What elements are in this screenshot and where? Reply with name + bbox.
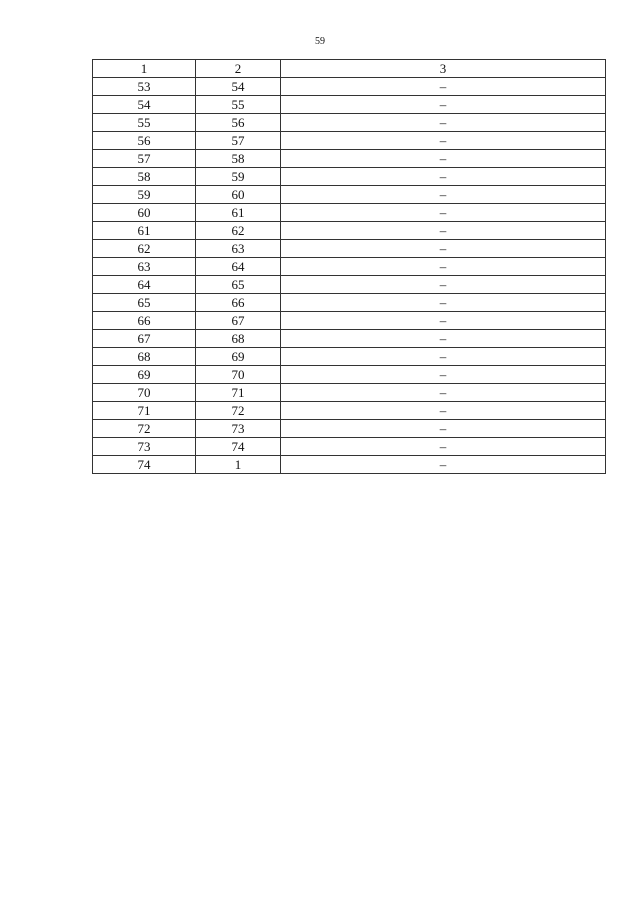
table-cell-col-1: 69	[93, 366, 196, 384]
table-row	[93, 222, 606, 240]
table-row	[93, 294, 606, 312]
table-row	[93, 366, 606, 384]
table-header-row	[93, 60, 606, 78]
table-cell-col-3: –	[281, 258, 606, 276]
table-row	[93, 150, 606, 168]
table-cell-col-2: 68	[196, 330, 281, 348]
table-cell-col-1: 63	[93, 258, 196, 276]
table-cell-col-3: –	[281, 78, 606, 96]
table-row	[93, 96, 606, 114]
table-cell-col-3: –	[281, 420, 606, 438]
table-cell-col-1: 72	[93, 420, 196, 438]
data-table	[92, 59, 606, 474]
table-row	[93, 330, 606, 348]
table-cell-col-1: 67	[93, 330, 196, 348]
table-cell-col-1: 61	[93, 222, 196, 240]
table-cell-col-3: –	[281, 96, 606, 114]
table-cell-col-3: –	[281, 132, 606, 150]
table-row	[93, 438, 606, 456]
table-cell-col-2: 56	[196, 114, 281, 132]
table-body	[93, 78, 606, 474]
table-cell-col-2: 65	[196, 276, 281, 294]
table-row	[93, 78, 606, 96]
table-cell-col-2: 66	[196, 294, 281, 312]
table-row	[93, 456, 606, 474]
table-cell-col-3: –	[281, 222, 606, 240]
table-row	[93, 240, 606, 258]
table-cell-col-1: 57	[93, 150, 196, 168]
table-cell-col-2: 63	[196, 240, 281, 258]
table-cell-col-3: –	[281, 348, 606, 366]
table-cell-col-2: 62	[196, 222, 281, 240]
table-row	[93, 348, 606, 366]
table-cell-col-2: 57	[196, 132, 281, 150]
table-row	[93, 114, 606, 132]
table-cell-col-3: –	[281, 186, 606, 204]
table-cell-col-1: 71	[93, 402, 196, 420]
column-header-1: 1	[93, 60, 196, 78]
table-cell-col-3: –	[281, 366, 606, 384]
table-cell-col-2: 55	[196, 96, 281, 114]
table-cell-col-3: –	[281, 204, 606, 222]
table-cell-col-1: 60	[93, 204, 196, 222]
table-cell-col-1: 59	[93, 186, 196, 204]
table-cell-col-2: 71	[196, 384, 281, 402]
page-number: 59	[315, 36, 325, 47]
table-cell-col-3: –	[281, 114, 606, 132]
table-cell-col-1: 58	[93, 168, 196, 186]
table-cell-col-1: 73	[93, 438, 196, 456]
table-cell-col-2: 69	[196, 348, 281, 366]
table-cell-col-3: –	[281, 330, 606, 348]
table-row	[93, 132, 606, 150]
table-cell-col-1: 70	[93, 384, 196, 402]
table-row	[93, 420, 606, 438]
table-cell-col-2: 67	[196, 312, 281, 330]
table-cell-col-2: 1	[196, 456, 281, 474]
table-row	[93, 186, 606, 204]
table-cell-col-2: 70	[196, 366, 281, 384]
column-header-2: 2	[196, 60, 281, 78]
table-row	[93, 168, 606, 186]
table-row	[93, 204, 606, 222]
table-cell-col-1: 66	[93, 312, 196, 330]
table-cell-col-3: –	[281, 384, 606, 402]
table-cell-col-2: 72	[196, 402, 281, 420]
table-cell-col-3: –	[281, 240, 606, 258]
table-cell-col-3: –	[281, 456, 606, 474]
column-header-3: 3	[281, 60, 606, 78]
table-cell-col-3: –	[281, 312, 606, 330]
table-row	[93, 402, 606, 420]
table-cell-col-1: 74	[93, 456, 196, 474]
table-row	[93, 384, 606, 402]
table-cell-col-2: 74	[196, 438, 281, 456]
table-cell-col-2: 60	[196, 186, 281, 204]
table-cell-col-1: 54	[93, 96, 196, 114]
table-row	[93, 312, 606, 330]
table-cell-col-2: 54	[196, 78, 281, 96]
table-cell-col-2: 61	[196, 204, 281, 222]
table-cell-col-1: 62	[93, 240, 196, 258]
table-cell-col-1: 53	[93, 78, 196, 96]
table-cell-col-1: 68	[93, 348, 196, 366]
table-cell-col-3: –	[281, 168, 606, 186]
table-cell-col-2: 58	[196, 150, 281, 168]
table-cell-col-3: –	[281, 402, 606, 420]
table-cell-col-3: –	[281, 276, 606, 294]
table-cell-col-1: 65	[93, 294, 196, 312]
table-cell-col-3: –	[281, 150, 606, 168]
table-cell-col-2: 73	[196, 420, 281, 438]
table-row	[93, 276, 606, 294]
table-cell-col-3: –	[281, 294, 606, 312]
table-row	[93, 258, 606, 276]
table-cell-col-2: 59	[196, 168, 281, 186]
table-cell-col-3: –	[281, 438, 606, 456]
table-cell-col-1: 56	[93, 132, 196, 150]
table-cell-col-2: 64	[196, 258, 281, 276]
table-cell-col-1: 55	[93, 114, 196, 132]
table-cell-col-1: 64	[93, 276, 196, 294]
